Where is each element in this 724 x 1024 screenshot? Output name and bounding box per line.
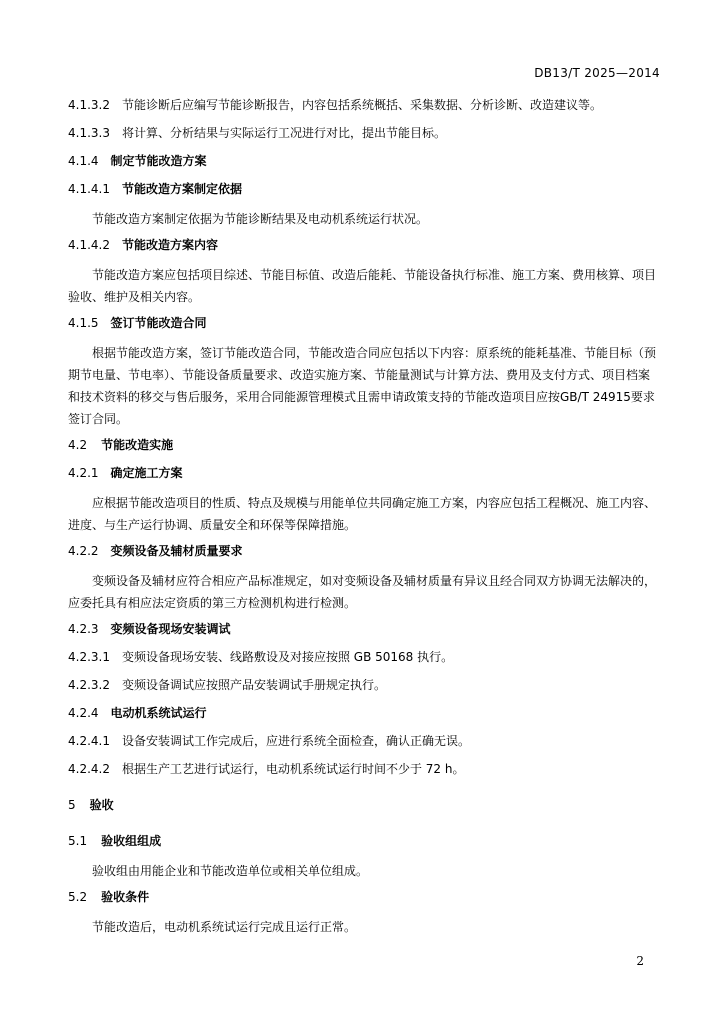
section-heading xyxy=(68,464,656,482)
section-heading xyxy=(68,832,656,850)
section-title: 变频设备调试应按照产品安装调试手册规定执行。 xyxy=(121,678,386,692)
section-heading xyxy=(68,436,656,454)
section-title: 电动机系统试运行 xyxy=(110,706,207,720)
section-heading xyxy=(68,542,656,560)
section-title: 变频设备现场安装调试 xyxy=(110,622,231,636)
section-title: 验收 xyxy=(89,798,114,812)
section-number: 4.2.3.1 xyxy=(68,650,110,664)
clause xyxy=(68,124,656,142)
section-title: 节能改造实施 xyxy=(101,438,174,452)
section-number: 5.1 xyxy=(68,834,88,848)
section-heading xyxy=(68,704,656,722)
section-number: 4.2 xyxy=(68,438,88,452)
section-number: 4.1.3.3 xyxy=(68,126,110,140)
section-heading xyxy=(68,796,656,814)
paragraph: 变频设备及辅材应符合相应产品标准规定，如对变频设备及辅材质量有异议且经合同双方协调无法解决的，应委托具有相应法定资质的第三方检测机构进行检测。 xyxy=(68,574,657,610)
section-number: 4.2.2 xyxy=(68,544,99,558)
section-heading xyxy=(68,180,656,198)
section-number: 4.1.4.2 xyxy=(68,238,110,252)
section-number: 4.2.3.2 xyxy=(68,678,110,692)
standard-code: DB13/T 2025—2014 xyxy=(534,66,660,80)
section-heading xyxy=(68,152,656,170)
section-title: 制定节能改造方案 xyxy=(110,154,207,168)
clause xyxy=(68,732,656,750)
section-title: 节能改造方案内容 xyxy=(121,238,218,252)
section-number: 4.1.4 xyxy=(68,154,99,168)
section-number: 4.1.3.2 xyxy=(68,98,110,112)
section-number: 5.2 xyxy=(68,890,88,904)
section-number: 4.2.3 xyxy=(68,622,99,636)
clause xyxy=(68,760,656,778)
paragraph: 根据节能改造方案，签订节能改造合同，节能改造合同应包括以下内容：原系统的能耗基准、节能目标（预期节电量、节电率）、节能设备质量要求、改造实施方案、节能量测试与计算方法、费用及支付方式、项目档案和技术资料的移交与售后服务，采用合同能源管理模式且需申请政策支持的节能改造项目应按GB/T 24915要求签订合同。 xyxy=(68,346,657,426)
section-heading xyxy=(68,236,656,254)
section-number: 4.1.4.1 xyxy=(68,182,110,196)
paragraph: 节能改造方案制定依据为节能诊断结果及电动机系统运行状况。 xyxy=(92,212,429,226)
section-title: 验收条件 xyxy=(101,890,150,904)
clause xyxy=(68,96,656,114)
section-title: 变频设备及辅材质量要求 xyxy=(110,544,243,558)
section-title: 验收组组成 xyxy=(101,834,162,848)
section-title: 节能改造方案制定依据 xyxy=(121,182,242,196)
section-title: 设备安装调试工作完成后，应进行系统全面检查，确认正确无误。 xyxy=(121,734,470,748)
section-title: 根据生产工艺进行试运行，电动机系统试运行时间不少于 72 h。 xyxy=(121,762,465,776)
section-number: 4.2.4.2 xyxy=(68,762,110,776)
section-title: 将计算、分析结果与实际运行工况进行对比，提出节能目标。 xyxy=(121,126,446,140)
document-body xyxy=(68,96,656,944)
section-number: 4.2.4.1 xyxy=(68,734,110,748)
clause xyxy=(68,676,656,694)
paragraph: 节能改造后，电动机系统试运行完成且运行正常。 xyxy=(92,920,357,934)
paragraph: 应根据节能改造项目的性质、特点及规模与用能单位共同确定施工方案，内容应包括工程概况、施工内容、进度、与生产运行协调、质量安全和环保等保障措施。 xyxy=(68,496,657,532)
section-title: 签订节能改造合同 xyxy=(110,316,207,330)
clause xyxy=(68,648,656,666)
paragraph: 验收组由用能企业和节能改造单位或相关单位组成。 xyxy=(92,864,369,878)
section-number: 4.1.5 xyxy=(68,316,99,330)
paragraph: 节能改造方案应包括项目综述、节能目标值、改造后能耗、节能设备执行标准、施工方案、费用核算、项目验收、维护及相关内容。 xyxy=(68,268,657,304)
section-number: 5 xyxy=(68,798,76,812)
section-number: 4.2.4 xyxy=(68,706,99,720)
section-title: 变频设备现场安装、线路敷设及对接应按照 GB 50168 执行。 xyxy=(121,650,454,664)
page-number: 2 xyxy=(636,954,644,968)
section-heading xyxy=(68,314,656,332)
section-number: 4.2.1 xyxy=(68,466,99,480)
section-heading xyxy=(68,620,656,638)
section-title: 节能诊断后应编写节能诊断报告，内容包括系统概括、采集数据、分析诊断、改造建议等。 xyxy=(121,98,602,112)
section-title: 确定施工方案 xyxy=(110,466,183,480)
section-heading xyxy=(68,888,656,906)
